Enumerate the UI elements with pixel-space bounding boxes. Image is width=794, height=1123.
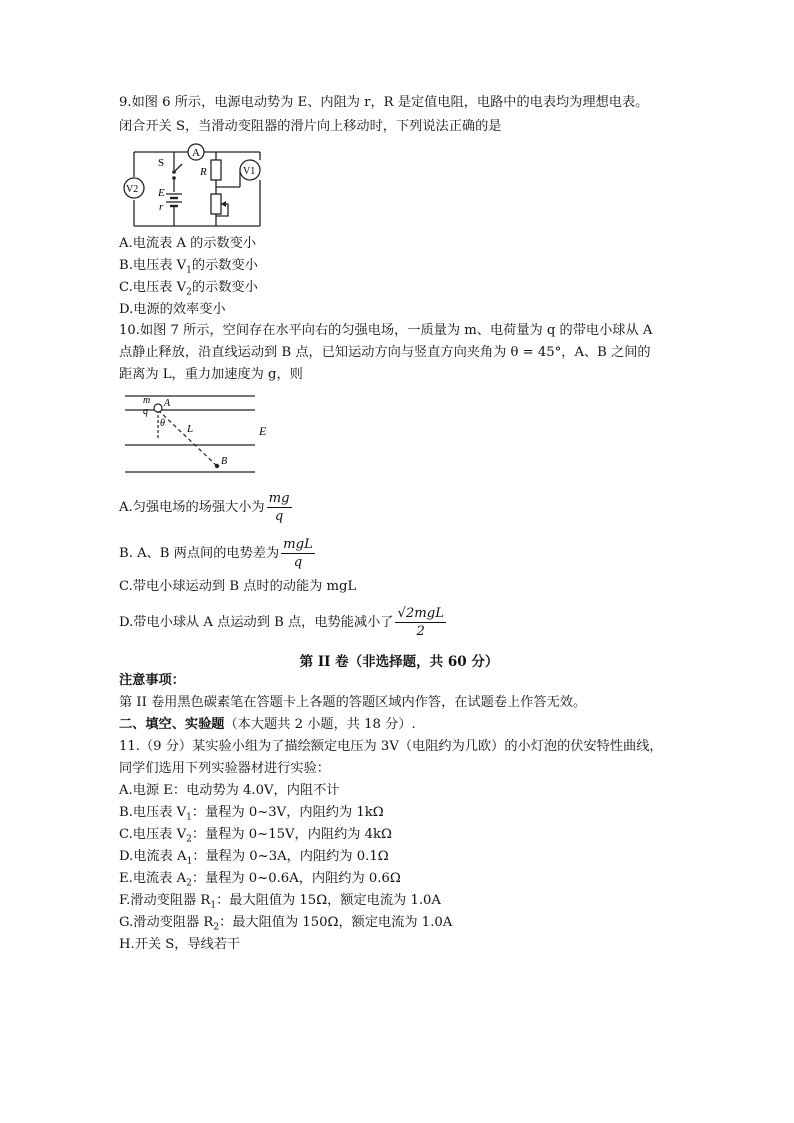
q10-fig-label-l: L [187,423,194,435]
q11-item: A.电源 E：电动势为 4.0V，内阻不计 [119,783,340,798]
section-title: 二、填空、实验题（本大题共 2 小题，共 18 分）. [119,717,416,732]
q11-item: F.滑动变阻器 $R_1$：最大阻值为 15Ω，额定电流为 1.0A [119,893,441,911]
q9-option-b: B.电压表 $V_1$的示数变小 [119,258,258,276]
q10-fig-label-b: B [221,456,228,467]
q10-stem-line3: 距离为 L，重力加速度为 g，则 [119,367,303,382]
q9-fig-label-resistor: R [200,166,207,178]
q10-option-b: B. A、B 两点间的电势差为 $\frac{\text{mgL}}{q}$ [119,537,313,570]
q9-option-c: C.电压表 $V_2$的示数变小 [119,280,258,298]
q9-fig-label-v2: V2 [126,184,139,195]
q10-option-d: D.带电小球从 A 点运动到 B 点，电势能减小了 $\frac{\text{√2mgL}}{2}$ [119,606,444,639]
q9-option-d: D.电源的效率变小 [119,302,226,317]
part2-title: 第 II 卷（非选择题，共 60 分） [299,654,499,670]
q9-fig-label-emf: E [158,187,165,199]
notice-text: 第 II 卷用黑色碳素笔在答题卡上各题的答题区域内作答，在试题卷上作答无效。 [119,695,587,710]
q9-stem-line1: 9.如图 6 所示，电源电动势为 E、内阻为 r，R 是定值电阻，电路中的电表均为理想电表。 [119,95,649,110]
q10-fig-label-a: A [164,398,171,409]
q10-option-c: C.带电小球运动到 B 点时的动能为 mgL [119,579,357,594]
q11-stem-line1: 11.（9 分）某实验小组为了描绘额定电压为 3V（电阻约为几欧）的小灯泡的伏安特性曲线， [119,739,663,754]
q11-item: H.开关 S，导线若干 [119,937,241,952]
q9-fig-label-ammeter: A [192,147,200,159]
q10-stem-line1: 10.如图 7 所示，空间存在水平向右的匀强电场，一质量为 m、电荷量为 q 的带电小球从 A [119,323,653,338]
q10-stem-line2: 点静止释放，沿直线运动到 B 点，已知运动方向与竖直方向夹角为 θ = 45°，A、B 之间的 [119,345,651,360]
q9-fig-label-v1: V1 [243,166,256,177]
q11-item: C.电压表 $V_2$：量程为 0~15V，内阻约为 4kΩ [119,827,392,845]
q10-fig-label-theta: θ [160,418,165,429]
q10-option-a: A.匀强电场的场强大小为 $\frac{mg}{q}$ [119,491,290,524]
q11-item: B.电压表 $V_1$：量程为 0~3V，内阻约为 1kΩ [119,805,384,823]
notice-title: 注意事项： [119,673,185,688]
q9-circuit-figure [122,142,272,232]
q11-item: D.电流表 $A_1$：量程为 0~3A，内阻约为 0.1Ω [119,849,389,867]
q11-item: G.滑动变阻器 $R_2$：最大阻值为 150Ω，额定电流为 1.0A [119,915,453,933]
q9-fig-label-switch: S [158,157,165,169]
q9-option-a: A.电流表 A 的示数变小 [119,236,257,251]
q11-stem-line2: 同学们选用下列实验器材进行实验： [119,761,330,776]
q10-fig-label-m: m [143,395,151,406]
q10-fig-label-q: q [143,406,148,417]
q9-stem-line2: 闭合开关 S，当滑动变阻器的滑片向上移动时，下列说法正确的是 [119,119,502,134]
q11-item: E.电流表 $A_2$：量程为 0~0.6A，内阻约为 0.6Ω [119,871,401,889]
q10-field-figure [125,390,275,478]
q9-fig-label-internal: r [159,201,164,213]
q10-fig-label-e: E [259,424,267,438]
